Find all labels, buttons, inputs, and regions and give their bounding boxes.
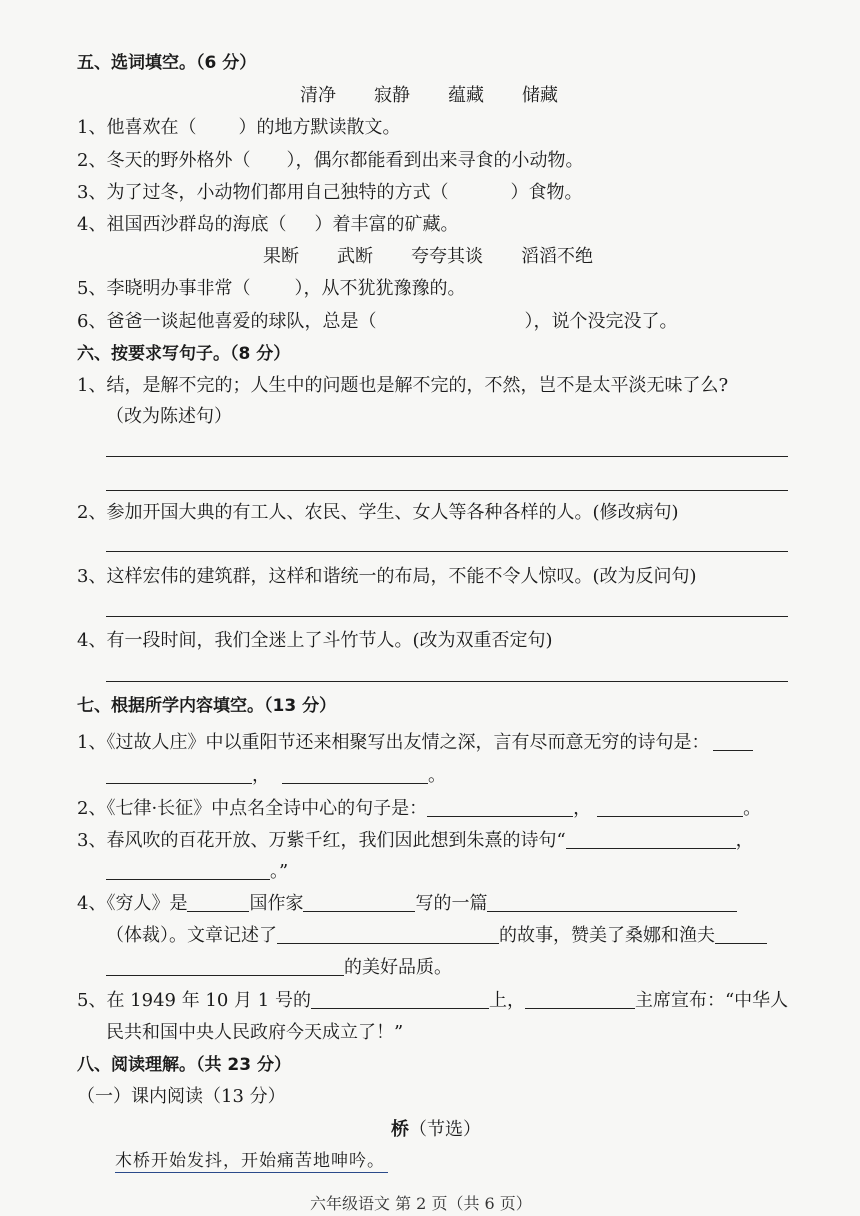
question-7-4-cont2: 的美好品质。 xyxy=(106,956,452,980)
question-5-4: 4、祖国西沙群岛的海底（ ）着丰富的矿藏。 xyxy=(77,214,459,235)
word-option: 清净 xyxy=(300,85,336,106)
blank[interactable] xyxy=(106,957,344,976)
blank[interactable] xyxy=(106,861,270,880)
question-5-5: 5、李晓明办事非常（ ），从不犹犹豫豫的。 xyxy=(77,278,466,299)
question-7-1-cont: ， 。 xyxy=(106,764,446,788)
question-5-3: 3、为了过冬，小动物们都用自己独特的方式（ ）食物。 xyxy=(77,182,583,203)
passage-title: 桥（节选） xyxy=(391,1119,481,1140)
question-6-4: 4、有一段时间，我们全迷上了斗竹节人。(改为双重否定句) xyxy=(77,630,553,651)
question-6-2: 2、参加开国大典的有工人、农民、学生、女人等各种各样的人。(修改病句) xyxy=(77,502,679,523)
question-7-4-cont: （体裁）。文章记述了 的故事，赞美了桑娜和渔夫 xyxy=(106,924,767,948)
question-6-1-note: （改为陈述句） xyxy=(106,406,232,427)
blank[interactable] xyxy=(311,990,489,1009)
blank[interactable] xyxy=(106,765,252,784)
blank[interactable] xyxy=(525,990,635,1009)
blank[interactable] xyxy=(187,893,249,912)
question-5-6: 6、爸爸一谈起他喜爱的球队，总是（ ），说个没完没了。 xyxy=(77,311,678,332)
question-7-3-cont: 。” xyxy=(106,860,288,884)
question-5-1: 1、他喜欢在（ ）的地方默读散文。 xyxy=(77,117,401,138)
word-option: 储藏 xyxy=(522,85,558,106)
question-7-4: 4、《穷人》是 国作家 写的一篇 xyxy=(77,892,737,916)
blank[interactable] xyxy=(487,893,737,912)
section-5-title: 五、选词填空。（6 分） xyxy=(77,53,257,73)
question-5-2: 2、冬天的野外格外（ ），偶尔都能看到出来寻食的小动物。 xyxy=(77,150,584,171)
question-7-2: 2、《七律·长征》中点名全诗中心的句子是： ， 。 xyxy=(77,798,762,819)
blank[interactable] xyxy=(597,798,743,817)
section-7-title: 七、根据所学内容填空。（13 分） xyxy=(77,696,337,716)
answer-line[interactable] xyxy=(106,490,788,491)
blank[interactable] xyxy=(715,925,767,944)
question-7-5: 5、在 1949 年 10 月 1 号的 上， 主席宣布：“中华人 xyxy=(77,990,789,1011)
blank[interactable] xyxy=(566,830,736,849)
word-option: 武断 xyxy=(337,246,373,267)
section-8-title: 八、阅读理解。（共 23 分） xyxy=(77,1055,291,1075)
blank[interactable] xyxy=(282,765,428,784)
answer-line[interactable] xyxy=(106,456,788,457)
blank[interactable] xyxy=(713,732,753,751)
word-bank-1 xyxy=(300,84,558,108)
question-7-1: 1、《过故人庄》中以重阳节还来相聚写出友情之深，言有尽而意无穷的诗句是： xyxy=(77,731,753,755)
answer-line[interactable] xyxy=(106,551,788,552)
word-bank-2 xyxy=(263,245,593,269)
word-option: 滔滔不绝 xyxy=(521,246,593,267)
handwritten-passage-line: 木桥开始发抖，开始痛苦地呻吟。 xyxy=(115,1151,385,1171)
blank[interactable] xyxy=(303,893,415,912)
word-option: 夸夸其谈 xyxy=(411,246,483,267)
question-6-1: 1、结，是解不完的；人生中的问题也是解不完的，不然，岂不是太平淡无味了么? xyxy=(77,375,729,396)
question-7-5-cont: 民共和国中央人民政府今天成立了！” xyxy=(106,1022,404,1043)
question-7-3: 3、春风吹的百花开放、万紫千红，我们因此想到朱熹的诗句“ ， xyxy=(77,830,754,851)
answer-line[interactable] xyxy=(106,681,788,682)
handwritten-underline xyxy=(115,1172,388,1173)
word-option: 蕴藏 xyxy=(448,85,484,106)
question-6-3: 3、这样宏伟的建筑群，这样和谐统一的布局，不能不令人惊叹。(改为反问句) xyxy=(77,566,697,587)
blank[interactable] xyxy=(277,925,499,944)
word-option: 果断 xyxy=(263,246,299,267)
subsection-title: （一）课内阅读（13 分） xyxy=(77,1086,286,1107)
blank[interactable] xyxy=(427,798,573,817)
page-footer: 六年级语文 第 2 页（共 6 页） xyxy=(310,1194,532,1213)
answer-line[interactable] xyxy=(106,616,788,617)
word-option: 寂静 xyxy=(374,85,410,106)
section-6-title: 六、按要求写句子。（8 分） xyxy=(77,344,291,364)
